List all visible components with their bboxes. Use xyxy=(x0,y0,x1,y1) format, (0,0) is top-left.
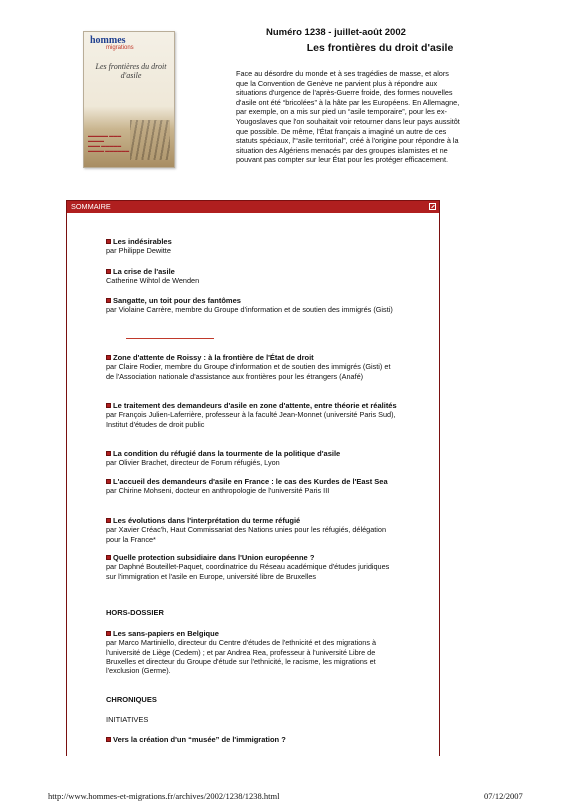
section-initiatives: INITIATIVES xyxy=(106,715,149,724)
toc-entry xyxy=(106,353,398,381)
toc-entry xyxy=(106,553,398,581)
bullet-icon xyxy=(106,737,111,742)
cover-notes-decoration: ▬▬▬▬▬ ▬▬▬ ▬▬▬▬ ▬▬▬ ▬▬▬▬▬ ▬▬▬▬ ▬▬▬▬▬▬ xyxy=(88,133,130,153)
toc-entry-author: par Claire Rodier, membre du Groupe d'information et de soutien des immigrés (Gisti) et de l'Association nationale d'assistance aux frontières pour les étrangers (Anafé) xyxy=(106,362,391,381)
toc-entry xyxy=(106,735,398,744)
cover-rails-photo xyxy=(130,120,170,160)
toc-entry-author: par Philippe Dewitte xyxy=(106,246,171,256)
toc-entry-title[interactable]: Quelle protection subsidiaire dans l'Union européenne ? xyxy=(113,553,315,562)
toc-entry-title[interactable]: Le traitement des demandeurs d'asile en zone d'attente, entre théorie et réalités xyxy=(113,401,397,410)
magazine-cover-image xyxy=(83,31,175,168)
bullet-icon xyxy=(106,403,111,408)
issue-intro: Face au désordre du monde et à ses tragédies de masse, et alors que la Convention de Genève ne parvient plus à répondre aux situations d'urgence de l'après-Guerre froide, des formes nouvelles d'asile ont été “bricolées” à la hâte par les Européens. En Allemagne, par exemple, on a mis sur pied un “asile temporaire”, pour les ex-Yougoslaves que l'on souhaitait voir retourner dans leur pays aussitôt que possible. De même, l'État français a imaginé un autre de ces statuts spéciaux, l'“asile territorial”, créé à l'origine pour répondre à la situation des Algériens menacés par des groupes islamistes et ne pouvant pas compter sur leur État pour les protéger efficacement. xyxy=(236,69,460,165)
toc-entry-author: par Xavier Créac'h, Haut Commissariat des Nations unies pour les réfugiés, délégation pour la France* xyxy=(106,525,387,544)
toc-entry-title[interactable]: Les évolutions dans l'interprétation du terme réfugié xyxy=(113,516,301,525)
toc-entry-author: par François Julien-Laferrière, professeur à la faculté Jean-Monnet (université Paris Sud), Institut d'études de droit public xyxy=(106,410,396,429)
toc-entry-author: par Olivier Brachet, directeur de Forum réfugiés, Lyon xyxy=(106,458,280,468)
bullet-icon xyxy=(106,518,111,523)
toc-entry xyxy=(106,449,398,468)
divider xyxy=(126,338,214,339)
footer-date: 07/12/2007 xyxy=(484,791,523,801)
toc-entry-title[interactable]: Les indésirables xyxy=(113,237,172,246)
toc-entry-title[interactable]: La condition du réfugié dans la tourmente de la politique d'asile xyxy=(113,449,341,458)
toc-entry xyxy=(106,629,398,676)
toc-entry-title[interactable]: Zone d'attente de Roissy : à la frontière de l'État de droit xyxy=(113,353,314,362)
toc-entry-title[interactable]: Sangatte, un toit pour des fantômes xyxy=(113,296,241,305)
toc-entry xyxy=(106,477,398,496)
cover-brand: hommes xyxy=(90,35,126,46)
bullet-icon xyxy=(106,631,111,636)
bullet-icon xyxy=(106,479,111,484)
bullet-icon xyxy=(106,298,111,303)
toc-entry xyxy=(106,401,398,429)
issue-title: Les frontières du droit d'asile xyxy=(306,42,454,54)
issue-number-date: Numéro 1238 - juillet-août 2002 xyxy=(266,27,406,38)
bullet-icon xyxy=(106,239,111,244)
open-window-icon[interactable] xyxy=(429,203,436,210)
toc-entry xyxy=(106,267,398,286)
toc-entry-title[interactable]: La crise de l'asile xyxy=(113,267,175,276)
section-hors-dossier: HORS-DOSSIER xyxy=(106,608,164,617)
sommaire-header-label: SOMMAIRE xyxy=(71,202,111,211)
sommaire-header xyxy=(67,201,439,213)
bullet-icon xyxy=(106,555,111,560)
toc-entry-title[interactable]: Les sans-papiers en Belgique xyxy=(113,629,219,638)
toc-entry xyxy=(106,296,398,315)
toc-entry-author: par Violaine Carrère, membre du Groupe d'information et de soutien des immigrés (Gisti) xyxy=(106,305,393,315)
bullet-icon xyxy=(106,451,111,456)
toc-entry xyxy=(106,516,398,544)
bullet-icon xyxy=(106,269,111,274)
sommaire-panel xyxy=(66,200,440,756)
toc-entry-author: par Chirine Mohseni, docteur en anthropologie de l'université Paris III xyxy=(106,486,330,496)
toc-entry-author: par Daphné Bouteillet-Paquet, coordinatrice du Réseau académique d'études juridiques sur l'immigration et l'asile en Europe, université libre de Bruxelles xyxy=(106,562,390,581)
toc-entry-title[interactable]: L'accueil des demandeurs d'asile en France : le cas des Kurdes de l'East Sea xyxy=(113,477,388,486)
footer-url: http://www.hommes-et-migrations.fr/archives/2002/1238/1238.html xyxy=(48,791,280,801)
cover-brand-sub: migrations xyxy=(106,45,134,51)
section-chroniques: CHRONIQUES xyxy=(106,695,157,704)
toc-entry xyxy=(106,237,398,256)
toc-entry-author: Catherine Wihtol de Wenden xyxy=(106,276,200,286)
toc-entry-author: par Marco Martiniello, directeur du Centre d'études de l'ethnicité et des migrations à l'université de Liège (Cedem) ; et par Andrea Rea, professeur à l'université Libre de Bruxelles et directeur du Groupe d'étude sur l'ethnicité, le racisme, les migrations et l'exclusion (Germe). xyxy=(106,638,377,676)
toc-entry-title[interactable]: Vers la création d'un “musée” de l'immigration ? xyxy=(113,735,286,744)
cover-title: Les frontières du droit d'asile xyxy=(95,62,167,80)
bullet-icon xyxy=(106,355,111,360)
